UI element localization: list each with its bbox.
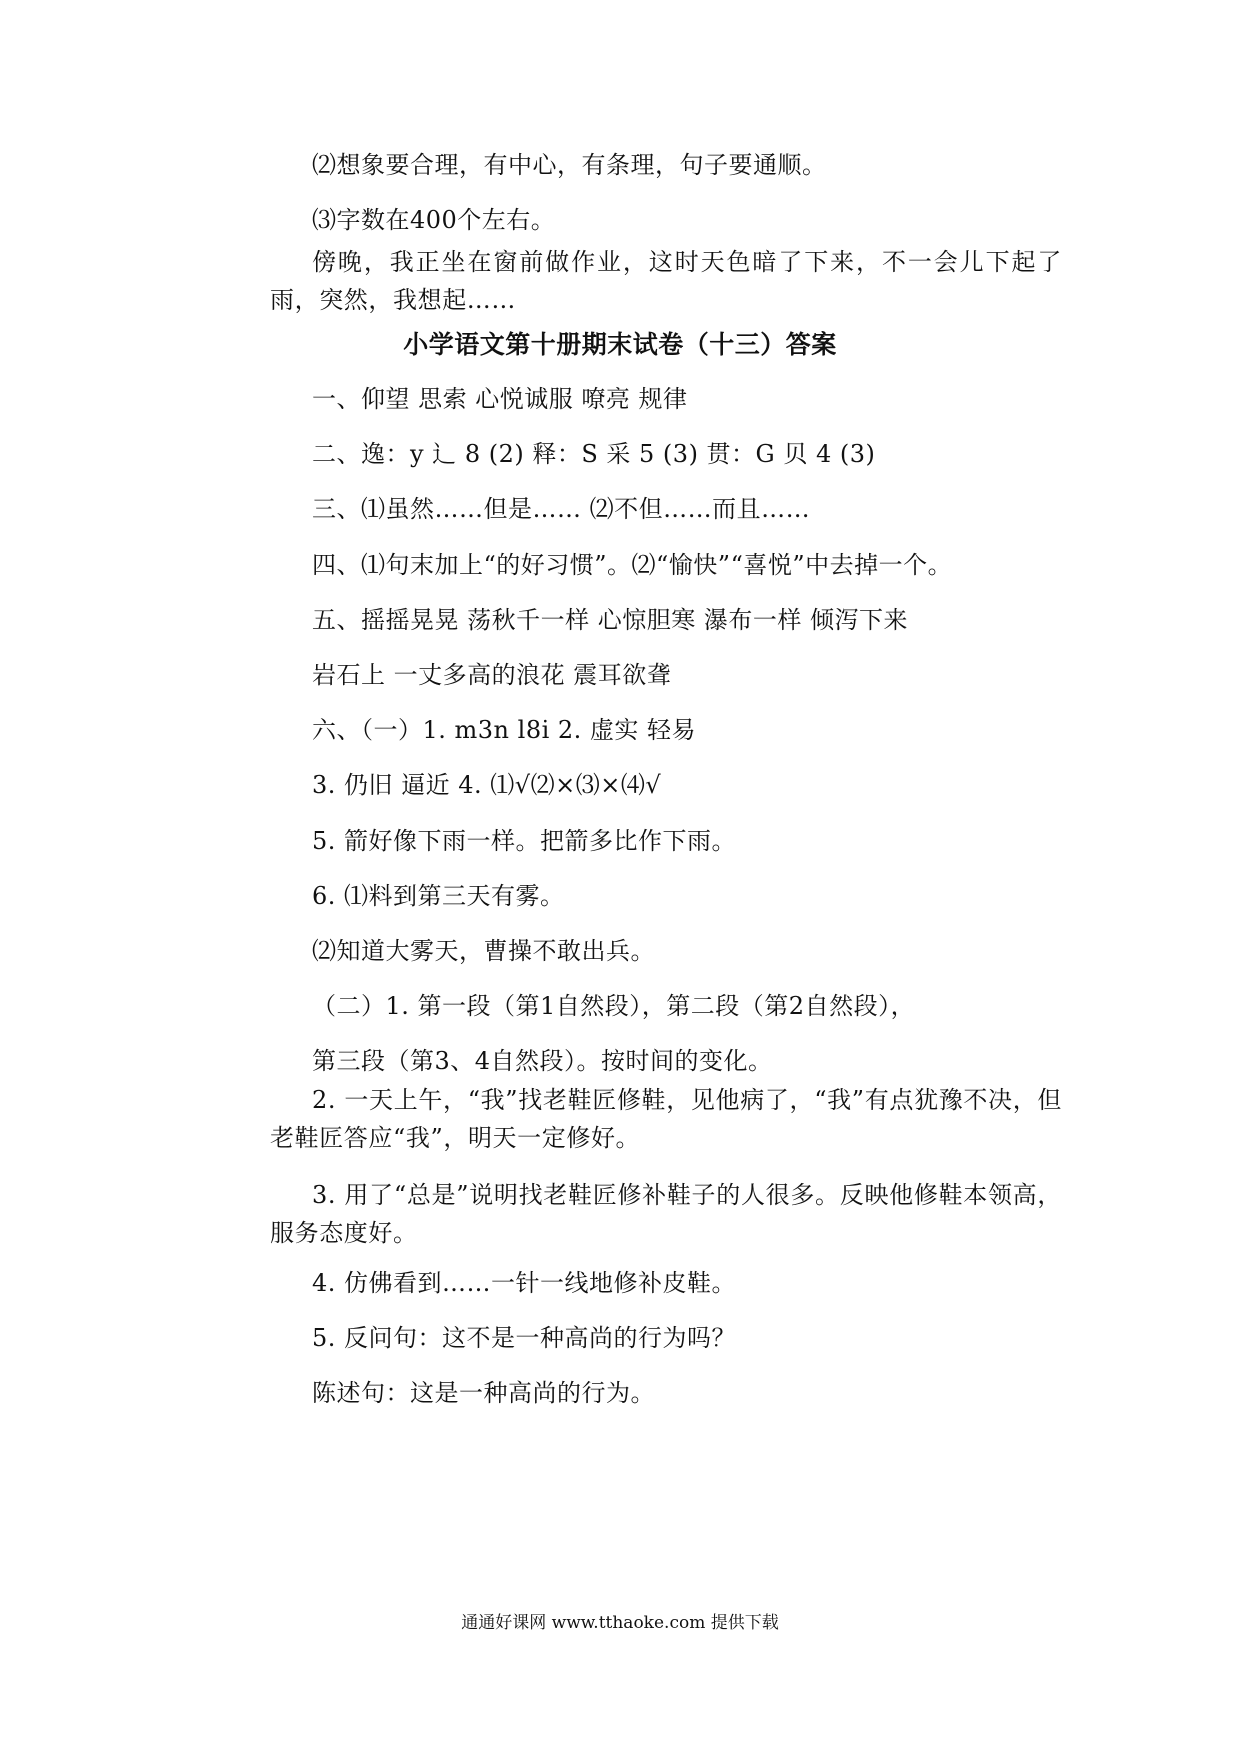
page-footer: 通通好课网 www.tthaoke.com 提供下载 [461,1613,779,1633]
answer-line-1: 一、仰望 思索 心悦诚服 嘹亮 规律 [312,385,688,413]
answer-line-6: 岩石上 一丈多高的浪花 震耳欲聋 [312,661,672,689]
answer-line-3: 三、⑴虽然……但是…… ⑵不但……而且…… [312,495,811,523]
answer-line-9: 5. 箭好像下雨一样。把箭多比作下雨。 [312,827,737,855]
answer-line-5b: 陈述句：这是一种高尚的行为。 [312,1379,655,1407]
answer-title: 小学语文第十册期末试卷（十三）答案 [403,330,837,359]
answer-line-4: 四、⑴句末加上“的好习惯”。⑵“愉快”“喜悦”中去掉一个。 [312,551,953,579]
answer-paragraph-3: 3. 用了“总是”说明找老鞋匠修补鞋子的人很多。反映他修鞋本领高，服务态度好。 [270,1181,1062,1247]
answer-line-2: 二、逸：y ⻌ 8 (2) 释：S 采 5 (3) 贯：G 贝 4 (3) [312,440,876,468]
composition-opening: 傍晚，我正坐在窗前做作业，这时天色暗了下来，不一会儿下起了雨，突然，我想起…… [270,248,1062,314]
answer-line-12: （二）1. 第一段（第1自然段），第二段（第2自然段）， [312,992,916,1020]
answer-line-4-item: 4. 仿佛看到……一针一线地修补皮鞋。 [312,1269,737,1297]
requirement-3: ⑶字数在400个左右。 [312,206,556,234]
answer-line-5a: 5. 反问句：这不是一种高尚的行为吗？ [312,1324,737,1352]
answer-line-10: 6. ⑴料到第三天有雾。 [312,882,565,910]
answer-line-8: 3. 仍旧 逼近 4. ⑴√⑵×⑶×⑷√ [312,771,662,799]
answer-line-13: 第三段（第3、4自然段）。按时间的变化。 [312,1047,773,1075]
answer-line-11: ⑵知道大雾天，曹操不敢出兵。 [312,937,655,965]
requirement-2: ⑵想象要合理，有中心，有条理，句子要通顺。 [312,151,827,179]
answer-line-5: 五、摇摇晃晃 荡秋千一样 心惊胆寒 瀑布一样 倾泻下来 [312,606,909,634]
answer-paragraph-2: 2. 一天上午，“我”找老鞋匠修鞋，见他病了，“我”有点犹豫不决，但老鞋匠答应“我”，明天一定修好。 [270,1086,1062,1152]
answer-line-7: 六、（一）1. m3n l8i 2. 虚实 轻易 [312,716,697,744]
